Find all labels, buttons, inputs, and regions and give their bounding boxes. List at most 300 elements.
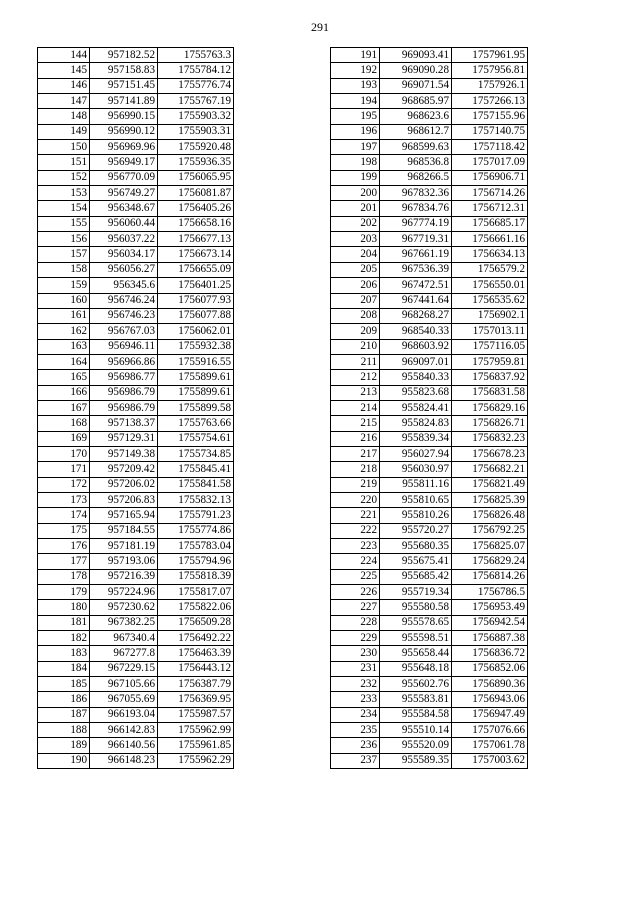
y-coordinate-cell: 1757118.42 [452,140,528,155]
table-row [331,446,528,461]
x-coordinate-cell: 955811.16 [380,477,452,492]
x-coordinate-cell: 956060.44 [90,216,158,231]
x-coordinate-cell: 955824.41 [380,400,452,415]
x-coordinate-cell: 955658.44 [380,646,452,661]
point-number-cell: 163 [38,339,90,354]
point-number-cell: 219 [331,477,380,492]
table-row [331,170,528,185]
x-coordinate-cell: 967472.51 [380,278,452,293]
x-coordinate-cell: 955824.83 [380,416,452,431]
point-number-cell: 204 [331,247,380,262]
y-coordinate-cell: 1755794.96 [158,554,234,569]
y-coordinate-cell: 1756550.01 [452,278,528,293]
x-coordinate-cell: 957141.89 [90,94,158,109]
y-coordinate-cell: 1757266.13 [452,94,528,109]
x-coordinate-cell: 966193.04 [90,707,158,722]
point-number-cell: 187 [38,707,90,722]
x-coordinate-cell: 956749.27 [90,186,158,201]
x-coordinate-cell: 955840.33 [380,370,452,385]
table-row [38,692,234,707]
y-coordinate-cell: 1756077.88 [158,308,234,323]
y-coordinate-cell: 1755903.32 [158,109,234,124]
point-number-cell: 153 [38,186,90,201]
x-coordinate-cell: 955602.76 [380,677,452,692]
y-coordinate-cell: 1755822.06 [158,600,234,615]
point-number-cell: 217 [331,446,380,461]
table-row [331,186,528,201]
point-number-cell: 177 [38,554,90,569]
x-coordinate-cell: 956030.97 [380,462,452,477]
point-number-cell: 191 [331,48,380,63]
y-coordinate-cell: 1756081.87 [158,186,234,201]
x-coordinate-cell: 956990.12 [90,124,158,139]
x-coordinate-cell: 968268.27 [380,308,452,323]
table-row [38,278,234,293]
x-coordinate-cell: 957193.06 [90,554,158,569]
table-row [331,569,528,584]
y-coordinate-cell: 1756714.26 [452,186,528,201]
x-coordinate-cell: 968612.7 [380,124,452,139]
x-coordinate-cell: 957165.94 [90,508,158,523]
table-row [331,201,528,216]
point-number-cell: 225 [331,569,380,584]
point-number-cell: 156 [38,232,90,247]
y-coordinate-cell: 1757076.66 [452,723,528,738]
y-coordinate-cell: 1755776.74 [158,78,234,93]
table-row [38,370,234,385]
y-coordinate-cell: 1756825.39 [452,492,528,507]
point-number-cell: 186 [38,692,90,707]
x-coordinate-cell: 955648.18 [380,661,452,676]
y-coordinate-cell: 1756369.95 [158,692,234,707]
table-row [38,631,234,646]
y-coordinate-cell: 1756829.16 [452,400,528,415]
y-coordinate-cell: 1756678.23 [452,446,528,461]
point-number-cell: 236 [331,738,380,753]
x-coordinate-cell: 968623.6 [380,109,452,124]
point-number-cell: 159 [38,278,90,293]
table-row [38,324,234,339]
y-coordinate-cell: 1757956.81 [452,63,528,78]
point-number-cell: 233 [331,692,380,707]
point-number-cell: 211 [331,354,380,369]
point-number-cell: 146 [38,78,90,93]
y-coordinate-cell: 1755845.41 [158,462,234,477]
table-row [331,492,528,507]
table-row [38,293,234,308]
y-coordinate-cell: 1755962.29 [158,753,234,768]
y-coordinate-cell: 1757116.05 [452,339,528,354]
y-coordinate-cell: 1756077.93 [158,293,234,308]
y-coordinate-cell: 1757013.11 [452,324,528,339]
table-row [331,523,528,538]
y-coordinate-cell: 1755987.57 [158,707,234,722]
point-number-cell: 230 [331,646,380,661]
x-coordinate-cell: 957181.19 [90,539,158,554]
point-number-cell: 150 [38,140,90,155]
y-coordinate-cell: 1755832.13 [158,492,234,507]
y-coordinate-cell: 1757140.75 [452,124,528,139]
y-coordinate-cell: 1756673.14 [158,247,234,262]
x-coordinate-cell: 967055.69 [90,692,158,707]
table-row [331,140,528,155]
x-coordinate-cell: 969071.54 [380,78,452,93]
point-number-cell: 157 [38,247,90,262]
y-coordinate-cell: 1755961.85 [158,738,234,753]
point-number-cell: 183 [38,646,90,661]
y-coordinate-cell: 1755767.19 [158,94,234,109]
point-number-cell: 200 [331,186,380,201]
table-row [38,109,234,124]
table-row [331,554,528,569]
table-row [331,707,528,722]
x-coordinate-cell: 956986.79 [90,400,158,415]
table-row [331,661,528,676]
table-row [38,155,234,170]
x-coordinate-cell: 957206.83 [90,492,158,507]
point-number-cell: 155 [38,216,90,231]
x-coordinate-cell: 955583.81 [380,692,452,707]
table-row [331,585,528,600]
point-number-cell: 195 [331,109,380,124]
point-number-cell: 210 [331,339,380,354]
x-coordinate-cell: 956986.77 [90,370,158,385]
y-coordinate-cell: 1756579.2 [452,262,528,277]
x-coordinate-cell: 967536.39 [380,262,452,277]
y-coordinate-cell: 1755754.61 [158,431,234,446]
x-coordinate-cell: 966140.56 [90,738,158,753]
table-row [38,400,234,415]
x-coordinate-cell: 955720.27 [380,523,452,538]
table-row [331,293,528,308]
table-row [38,508,234,523]
table-row [38,78,234,93]
x-coordinate-cell: 967774.19 [380,216,452,231]
x-coordinate-cell: 967441.64 [380,293,452,308]
table-row [331,677,528,692]
x-coordinate-cell: 957216.39 [90,569,158,584]
x-coordinate-cell: 957224.96 [90,585,158,600]
table-row [38,339,234,354]
x-coordinate-cell: 967832.36 [380,186,452,201]
x-coordinate-cell: 955680.35 [380,539,452,554]
point-number-cell: 188 [38,723,90,738]
table-row [38,308,234,323]
y-coordinate-cell: 1755899.61 [158,370,234,385]
y-coordinate-cell: 1755763.66 [158,416,234,431]
table-row [38,416,234,431]
table-row [331,370,528,385]
x-coordinate-cell: 956946.11 [90,339,158,354]
table-row [38,63,234,78]
x-coordinate-cell: 955823.68 [380,385,452,400]
table-row [331,400,528,415]
x-coordinate-cell: 966142.83 [90,723,158,738]
point-number-cell: 176 [38,539,90,554]
point-number-cell: 154 [38,201,90,216]
point-number-cell: 149 [38,124,90,139]
x-coordinate-cell: 968266.5 [380,170,452,185]
point-number-cell: 179 [38,585,90,600]
table-row [331,308,528,323]
point-number-cell: 184 [38,661,90,676]
y-coordinate-cell: 1756832.23 [452,431,528,446]
x-coordinate-cell: 969093.41 [380,48,452,63]
point-number-cell: 196 [331,124,380,139]
y-coordinate-cell: 1755920.48 [158,140,234,155]
table-row [38,477,234,492]
y-coordinate-cell: 1757003.62 [452,753,528,768]
table-row [331,155,528,170]
table-row [38,124,234,139]
y-coordinate-cell: 1756682.21 [452,462,528,477]
y-coordinate-cell: 1755841.58 [158,477,234,492]
y-coordinate-cell: 1756062.01 [158,324,234,339]
point-number-cell: 162 [38,324,90,339]
x-coordinate-cell: 955675.41 [380,554,452,569]
y-coordinate-cell: 1756786.5 [452,585,528,600]
table-row [38,446,234,461]
y-coordinate-cell: 1756887.38 [452,631,528,646]
y-coordinate-cell: 1756942.54 [452,615,528,630]
table-row [331,354,528,369]
point-number-cell: 208 [331,308,380,323]
y-coordinate-cell: 1755784.12 [158,63,234,78]
x-coordinate-cell: 956348.67 [90,201,158,216]
y-coordinate-cell: 1756826.48 [452,508,528,523]
x-coordinate-cell: 967719.31 [380,232,452,247]
y-coordinate-cell: 1756890.36 [452,677,528,692]
x-coordinate-cell: 956990.15 [90,109,158,124]
x-coordinate-cell: 968540.33 [380,324,452,339]
point-number-cell: 166 [38,385,90,400]
y-coordinate-cell: 1755932.38 [158,339,234,354]
y-coordinate-cell: 1756387.79 [158,677,234,692]
point-number-cell: 172 [38,477,90,492]
y-coordinate-cell: 1756685.17 [452,216,528,231]
x-coordinate-cell: 957209.42 [90,462,158,477]
table-row [38,48,234,63]
point-number-cell: 147 [38,94,90,109]
x-coordinate-cell: 955580.58 [380,600,452,615]
x-coordinate-cell: 957206.02 [90,477,158,492]
point-number-cell: 223 [331,539,380,554]
point-number-cell: 216 [331,431,380,446]
x-coordinate-cell: 957158.83 [90,63,158,78]
table-row [331,339,528,354]
x-coordinate-cell: 956746.24 [90,293,158,308]
y-coordinate-cell: 1756661.16 [452,232,528,247]
x-coordinate-cell: 956966.86 [90,354,158,369]
table-row [38,523,234,538]
x-coordinate-cell: 955810.65 [380,492,452,507]
table-row [38,247,234,262]
table-row [331,723,528,738]
x-coordinate-cell: 955520.09 [380,738,452,753]
coordinates-table-left-body [38,48,234,769]
table-row [38,354,234,369]
point-number-cell: 175 [38,523,90,538]
x-coordinate-cell: 956037.22 [90,232,158,247]
point-number-cell: 169 [38,431,90,446]
y-coordinate-cell: 1756634.13 [452,247,528,262]
table-row [331,615,528,630]
y-coordinate-cell: 1757017.09 [452,155,528,170]
table-row [38,646,234,661]
y-coordinate-cell: 1756829.24 [452,554,528,569]
point-number-cell: 151 [38,155,90,170]
point-number-cell: 222 [331,523,380,538]
point-number-cell: 228 [331,615,380,630]
table-row [331,216,528,231]
point-number-cell: 232 [331,677,380,692]
point-number-cell: 145 [38,63,90,78]
y-coordinate-cell: 1756825.07 [452,539,528,554]
point-number-cell: 207 [331,293,380,308]
point-number-cell: 220 [331,492,380,507]
x-coordinate-cell: 967277.8 [90,646,158,661]
table-row [38,569,234,584]
x-coordinate-cell: 967661.19 [380,247,452,262]
x-coordinate-cell: 956770.09 [90,170,158,185]
x-coordinate-cell: 955510.14 [380,723,452,738]
table-row [331,539,528,554]
x-coordinate-cell: 968603.92 [380,339,452,354]
x-coordinate-cell: 966148.23 [90,753,158,768]
table-row [38,94,234,109]
y-coordinate-cell: 1757061.78 [452,738,528,753]
point-number-cell: 173 [38,492,90,507]
x-coordinate-cell: 955839.34 [380,431,452,446]
point-number-cell: 226 [331,585,380,600]
point-number-cell: 213 [331,385,380,400]
point-number-cell: 152 [38,170,90,185]
point-number-cell: 218 [331,462,380,477]
x-coordinate-cell: 956969.96 [90,140,158,155]
table-row [331,232,528,247]
table-row [38,201,234,216]
x-coordinate-cell: 968685.97 [380,94,452,109]
table-row [331,600,528,615]
point-number-cell: 206 [331,278,380,293]
table-row [331,385,528,400]
x-coordinate-cell: 955719.34 [380,585,452,600]
point-number-cell: 170 [38,446,90,461]
x-coordinate-cell: 967382.25 [90,615,158,630]
table-row [38,661,234,676]
y-coordinate-cell: 1756902.1 [452,308,528,323]
point-number-cell: 229 [331,631,380,646]
y-coordinate-cell: 1756655.09 [158,262,234,277]
point-number-cell: 189 [38,738,90,753]
y-coordinate-cell: 1755899.61 [158,385,234,400]
point-number-cell: 193 [331,78,380,93]
table-row [331,324,528,339]
table-row [38,539,234,554]
point-number-cell: 194 [331,94,380,109]
table-row [38,738,234,753]
y-coordinate-cell: 1756826.71 [452,416,528,431]
x-coordinate-cell: 967834.76 [380,201,452,216]
x-coordinate-cell: 957129.31 [90,431,158,446]
x-coordinate-cell: 967229.15 [90,661,158,676]
y-coordinate-cell: 1756852.06 [452,661,528,676]
y-coordinate-cell: 1756836.72 [452,646,528,661]
table-row [331,48,528,63]
point-number-cell: 212 [331,370,380,385]
table-row [38,600,234,615]
y-coordinate-cell: 1755734.85 [158,446,234,461]
x-coordinate-cell: 968536.8 [380,155,452,170]
point-number-cell: 201 [331,201,380,216]
y-coordinate-cell: 1755818.39 [158,569,234,584]
table-row [38,186,234,201]
x-coordinate-cell: 956767.03 [90,324,158,339]
table-row [331,477,528,492]
y-coordinate-cell: 1756677.13 [158,232,234,247]
y-coordinate-cell: 1755817.07 [158,585,234,600]
point-number-cell: 158 [38,262,90,277]
point-number-cell: 199 [331,170,380,185]
table-row [38,262,234,277]
point-number-cell: 192 [331,63,380,78]
x-coordinate-cell: 956056.27 [90,262,158,277]
table-row [38,140,234,155]
y-coordinate-cell: 1757961.95 [452,48,528,63]
table-row [331,94,528,109]
point-number-cell: 178 [38,569,90,584]
y-coordinate-cell: 1757155.96 [452,109,528,124]
point-number-cell: 167 [38,400,90,415]
table-row [38,554,234,569]
y-coordinate-cell: 1755763.3 [158,48,234,63]
point-number-cell: 182 [38,631,90,646]
x-coordinate-cell: 955685.42 [380,569,452,584]
x-coordinate-cell: 967105.66 [90,677,158,692]
table-row [38,492,234,507]
table-row [331,416,528,431]
coordinates-table-left [37,47,234,769]
point-number-cell: 231 [331,661,380,676]
table-row [38,431,234,446]
x-coordinate-cell: 957184.55 [90,523,158,538]
y-coordinate-cell: 1755774.86 [158,523,234,538]
point-number-cell: 198 [331,155,380,170]
y-coordinate-cell: 1755899.58 [158,400,234,415]
y-coordinate-cell: 1756405.26 [158,201,234,216]
x-coordinate-cell: 957149.38 [90,446,158,461]
y-coordinate-cell: 1756947.49 [452,707,528,722]
x-coordinate-cell: 967340.4 [90,631,158,646]
y-coordinate-cell: 1755962.99 [158,723,234,738]
y-coordinate-cell: 1756943.06 [452,692,528,707]
x-coordinate-cell: 956345.6 [90,278,158,293]
table-row [38,723,234,738]
y-coordinate-cell: 1756837.92 [452,370,528,385]
table-row [38,615,234,630]
table-row [331,646,528,661]
x-coordinate-cell: 956949.17 [90,155,158,170]
x-coordinate-cell: 955589.35 [380,753,452,768]
table-row [38,585,234,600]
point-number-cell: 221 [331,508,380,523]
point-number-cell: 160 [38,293,90,308]
y-coordinate-cell: 1756814.26 [452,569,528,584]
table-row [38,707,234,722]
x-coordinate-cell: 956986.79 [90,385,158,400]
point-number-cell: 234 [331,707,380,722]
y-coordinate-cell: 1756065.95 [158,170,234,185]
